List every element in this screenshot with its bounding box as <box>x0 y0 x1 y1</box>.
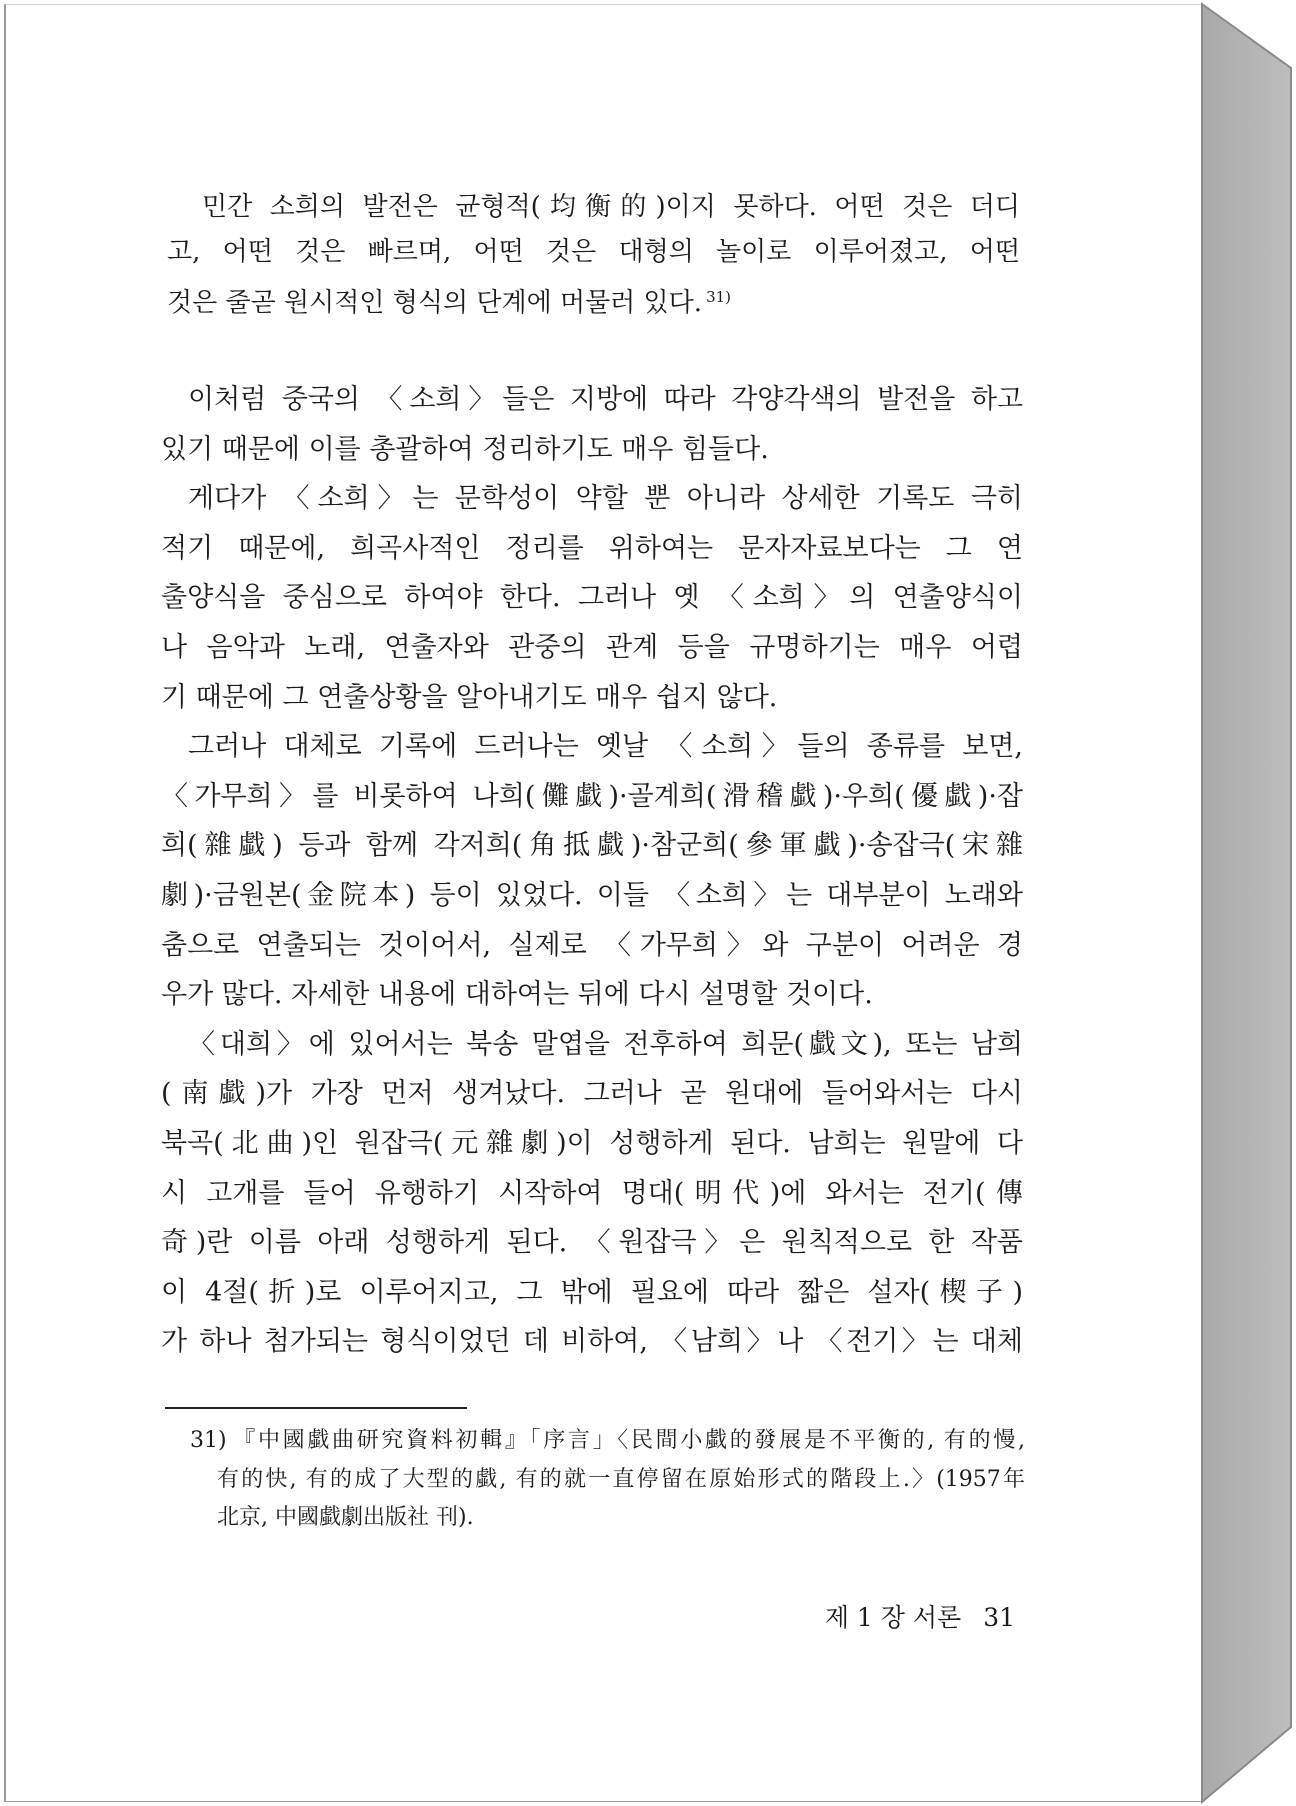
quote-line: 민간 소희의 발전은 균형적(均衡的)이지 못하다. 어떤 것은 더디 <box>202 192 1020 222</box>
body-line: 劇)·금원본(金院本) 등이 있었다. 이들 〈소희〉는 대부분이 노래와 <box>161 879 1023 911</box>
page-footer <box>825 1603 1015 1633</box>
footnote-divider <box>165 1407 467 1409</box>
body-line: 그러나 대체로 기록에 드러나는 옛날 〈소희〉들의 종류를 보면, <box>188 731 1023 763</box>
paragraph <box>161 375 1023 474</box>
body-text <box>161 375 1023 1367</box>
body-line: 춤으로 연출되는 것이어서, 실제로 〈가무희〉와 구분이 어려운 경 <box>161 929 1023 961</box>
quote-line-text: 것은 줄곧 원시적인 형식의 단계에 머물러 있다. <box>167 288 703 318</box>
footnote-line <box>190 1422 1025 1461</box>
block-quote <box>167 185 1020 326</box>
footnote-reference: 31) <box>706 288 732 306</box>
body-line: 우가 많다. 자세한 내용에 대하여는 뒤에 다시 설명할 것이다. <box>161 979 873 1011</box>
body-line: 시 고개를 들어 유행하기 시작하여 명대(明代)에 와서는 전기(傳 <box>161 1177 1023 1209</box>
paragraph <box>161 722 1023 1020</box>
body-line: 이처럼 중국의 〈소희〉들은 지방에 따라 각양각색의 발전을 하고 <box>188 384 1023 415</box>
footnote-line: 北京, 中國戱劇出版社 刊). <box>217 1505 474 1530</box>
book-edge-side <box>1202 4 1291 1802</box>
body-line: 〈가무희〉를 비롯하여 나희(儺戱)·골계희(滑稽戱)·우희(優戱)·잡 <box>161 780 1023 812</box>
body-line: 북곡(北曲)인 원잡극(元雜劇)이 성행하게 된다. 남희는 원말에 다 <box>161 1127 1023 1159</box>
footnote <box>190 1422 1025 1538</box>
body-line: 〈대희〉에 있어서는 북송 말엽을 전후하여 희문(戱文), 또는 남희 <box>188 1028 1023 1060</box>
body-line: 희(雜戱) 등과 함께 각저희(角抵戱)·참군희(參軍戱)·송잡극(宋雜 <box>161 830 1023 862</box>
body-line: 이 4절(折)로 이루어지고, 그 밖에 필요에 따라 짧은 설자(楔子) <box>161 1276 1023 1308</box>
paragraph <box>161 1020 1023 1367</box>
body-line: 기 때문에 그 연출상황을 알아내기도 매우 쉽지 않다. <box>161 681 778 713</box>
chapter-title: 제 1 장 서론 <box>824 1603 962 1632</box>
body-line: 게다가 〈소희〉는 문학성이 약할 뿐 아니라 상세한 기록도 극히 <box>188 483 1023 515</box>
page-number: 31 <box>983 1603 1015 1632</box>
body-line: (南戱)가 가장 먼저 생겨났다. 그러나 곧 원대에 들어와서는 다시 <box>161 1078 1023 1110</box>
paragraph <box>161 474 1023 722</box>
footnote-line: 有的快, 有的成了大型的戱, 有的就一直停留在原始形式的階段上.〉(1957年 <box>217 1466 1025 1492</box>
body-line: 있기 때문에 이를 총괄하여 정리하기도 매우 힘들다. <box>161 433 769 465</box>
body-line: 가 하나 첨가되는 형식이었던 데 비하여, 〈남희〉나 〈전기〉는 대체 <box>161 1326 1023 1358</box>
body-line: 奇)란 이름 아래 성행하게 된다. 〈원잡극〉은 원칙적으로 한 작품 <box>161 1227 1023 1259</box>
body-line: 나 음악과 노래, 연출자와 관중의 관계 등을 규명하기는 매우 어렵 <box>161 631 1023 663</box>
quote-line: 고, 어떤 것은 빠르며, 어떤 것은 대형의 놀이로 이루어졌고, 어떤 <box>167 237 1020 267</box>
footnote-number: 31) <box>190 1428 227 1453</box>
body-line: 적기 때문에, 희곡사적인 정리를 위하여는 문자자료보다는 그 연 <box>161 532 1023 564</box>
footnote-text: 『中國戱曲研究資料初輯』「序言」〈民間小戱的發展是不平衡的, 有的慢, <box>230 1428 1025 1453</box>
quote-line-last <box>167 275 1020 326</box>
body-line: 출양식을 중심으로 하여야 한다. 그러나 옛 〈소희〉의 연출양식이 <box>161 582 1023 614</box>
